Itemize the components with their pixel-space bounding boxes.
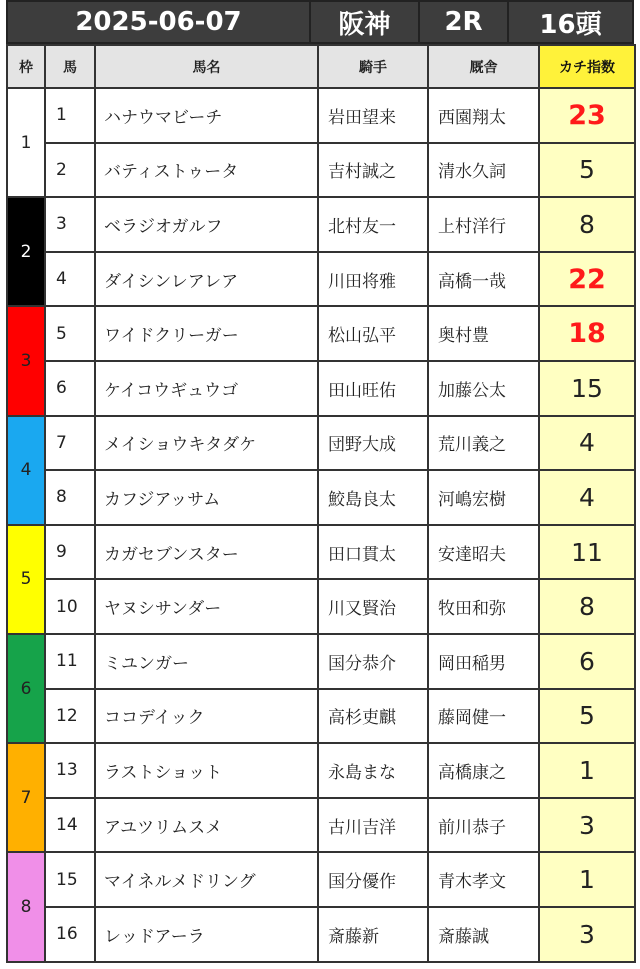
trainer-cell: 河嶋宏樹 [428, 470, 539, 525]
horse-number-cell: 15 [45, 852, 95, 907]
index-cell: 8 [539, 197, 635, 252]
table-header-row [7, 45, 635, 88]
index-cell: 3 [539, 907, 635, 962]
trainer-cell: 西園翔太 [428, 88, 539, 143]
horse-number-cell: 8 [45, 470, 95, 525]
trainer-cell: 高橋康之 [428, 743, 539, 798]
index-cell: 6 [539, 634, 635, 689]
horse-name-cell: ダイシンレアレア [95, 252, 318, 307]
jockey-cell: 団野大成 [318, 416, 428, 471]
index-cell: 4 [539, 416, 635, 471]
horse-number-cell: 13 [45, 743, 95, 798]
jockey-cell: 田口貫太 [318, 525, 428, 580]
horse-number-cell: 3 [45, 197, 95, 252]
trainer-cell: 高橋一哉 [428, 252, 539, 307]
index-cell: 4 [539, 470, 635, 525]
horse-number-cell: 9 [45, 525, 95, 580]
jockey-cell: 吉村誠之 [318, 143, 428, 198]
jockey-cell: 古川吉洋 [318, 798, 428, 853]
index-cell: 3 [539, 798, 635, 853]
col-horse-name: 馬名 [95, 45, 318, 88]
waku-cell: 6 [7, 634, 45, 743]
horse-number-cell: 4 [45, 252, 95, 307]
runner-count: 16頭 [539, 9, 602, 40]
waku-cell: 3 [7, 306, 45, 415]
jockey-cell: 国分恭介 [318, 634, 428, 689]
jockey-cell: 国分優作 [318, 852, 428, 907]
trainer-cell: 牧田和弥 [428, 579, 539, 634]
horse-number-cell: 1 [45, 88, 95, 143]
waku-cell: 7 [7, 743, 45, 852]
jockey-cell: 鮫島良太 [318, 470, 428, 525]
jockey-cell: 永島まな [318, 743, 428, 798]
horse-number-cell: 7 [45, 416, 95, 471]
trainer-cell: 清水久詞 [428, 143, 539, 198]
table-row [7, 634, 635, 689]
jockey-cell: 川又賢治 [318, 579, 428, 634]
horse-name-cell: ワイドクリーガー [95, 306, 318, 361]
table-row [7, 470, 635, 525]
col-jockey: 騎手 [318, 45, 428, 88]
index-cell: 15 [539, 361, 635, 416]
race-venue: 阪神 [311, 2, 420, 42]
horse-name-cell: ラストショット [95, 743, 318, 798]
horse-number-cell: 6 [45, 361, 95, 416]
horse-number-cell: 12 [45, 689, 95, 744]
trainer-cell: 上村洋行 [428, 197, 539, 252]
col-waku: 枠 [7, 45, 45, 88]
table-row [7, 743, 635, 798]
waku-cell: 1 [7, 88, 45, 197]
index-cell: 5 [539, 689, 635, 744]
table-body [7, 88, 635, 962]
jockey-cell: 岩田望来 [318, 88, 428, 143]
table-row [7, 416, 635, 471]
col-index: カチ指数 [539, 45, 635, 88]
table-row [7, 907, 635, 962]
col-uma: 馬 [45, 45, 95, 88]
horse-number-cell: 2 [45, 143, 95, 198]
trainer-cell: 加藤公太 [428, 361, 539, 416]
horse-name-cell: ハナウマビーチ [95, 88, 318, 143]
table-row [7, 579, 635, 634]
horse-name-cell: アユツリムスメ [95, 798, 318, 853]
waku-cell: 5 [7, 525, 45, 634]
jockey-cell: 田山旺佑 [318, 361, 428, 416]
horse-name-cell: ココデイック [95, 689, 318, 744]
table-row [7, 689, 635, 744]
trainer-cell: 安達昭夫 [428, 525, 539, 580]
horse-name-cell: マイネルメドリング [95, 852, 318, 907]
waku-cell: 4 [7, 416, 45, 525]
col-trainer: 厩舎 [428, 45, 539, 88]
entry-table [6, 44, 636, 963]
index-cell: 18 [539, 306, 635, 361]
table-row [7, 525, 635, 580]
table-row [7, 252, 635, 307]
waku-cell: 2 [7, 197, 45, 306]
table-row [7, 197, 635, 252]
horse-number-cell: 14 [45, 798, 95, 853]
index-cell: 5 [539, 143, 635, 198]
index-cell: 11 [539, 525, 635, 580]
horse-name-cell: レッドアーラ [95, 907, 318, 962]
trainer-cell: 藤岡健一 [428, 689, 539, 744]
horse-number-cell: 10 [45, 579, 95, 634]
horse-name-cell: ミユンガー [95, 634, 318, 689]
index-cell: 1 [539, 852, 635, 907]
index-cell: 1 [539, 743, 635, 798]
horse-name-cell: カフジアッサム [95, 470, 318, 525]
horse-number-cell: 11 [45, 634, 95, 689]
jockey-cell: 北村友一 [318, 197, 428, 252]
race-number: 2R [420, 2, 509, 42]
horse-name-cell: ベラジオガルフ [95, 197, 318, 252]
horse-number-cell: 5 [45, 306, 95, 361]
jockey-cell: 松山弘平 [318, 306, 428, 361]
trainer-cell: 青木孝文 [428, 852, 539, 907]
horse-name-cell: カガセブンスター [95, 525, 318, 580]
table-row [7, 798, 635, 853]
waku-cell: 8 [7, 852, 45, 961]
index-cell: 8 [539, 579, 635, 634]
table-row [7, 306, 635, 361]
horse-name-cell: メイショウキタダケ [95, 416, 318, 471]
trainer-cell: 岡田稲男 [428, 634, 539, 689]
trainer-cell: 前川恭子 [428, 798, 539, 853]
race-header [6, 0, 634, 44]
trainer-cell: 荒川義之 [428, 416, 539, 471]
trainer-cell: 斎藤誠 [428, 907, 539, 962]
jockey-cell: 高杉吏麒 [318, 689, 428, 744]
table-row [7, 852, 635, 907]
trainer-cell: 奥村豊 [428, 306, 539, 361]
horse-name-cell: ヤヌシサンダー [95, 579, 318, 634]
race-date: 2025-06-07 [8, 2, 311, 42]
jockey-cell: 斎藤新 [318, 907, 428, 962]
horse-name-cell: ケイコウギュウゴ [95, 361, 318, 416]
index-cell: 23 [539, 88, 635, 143]
table-row [7, 361, 635, 416]
table-row [7, 143, 635, 198]
horse-number-cell: 16 [45, 907, 95, 962]
table-row [7, 88, 635, 143]
jockey-cell: 川田将雅 [318, 252, 428, 307]
horse-name-cell: バティストゥータ [95, 143, 318, 198]
index-cell: 22 [539, 252, 635, 307]
